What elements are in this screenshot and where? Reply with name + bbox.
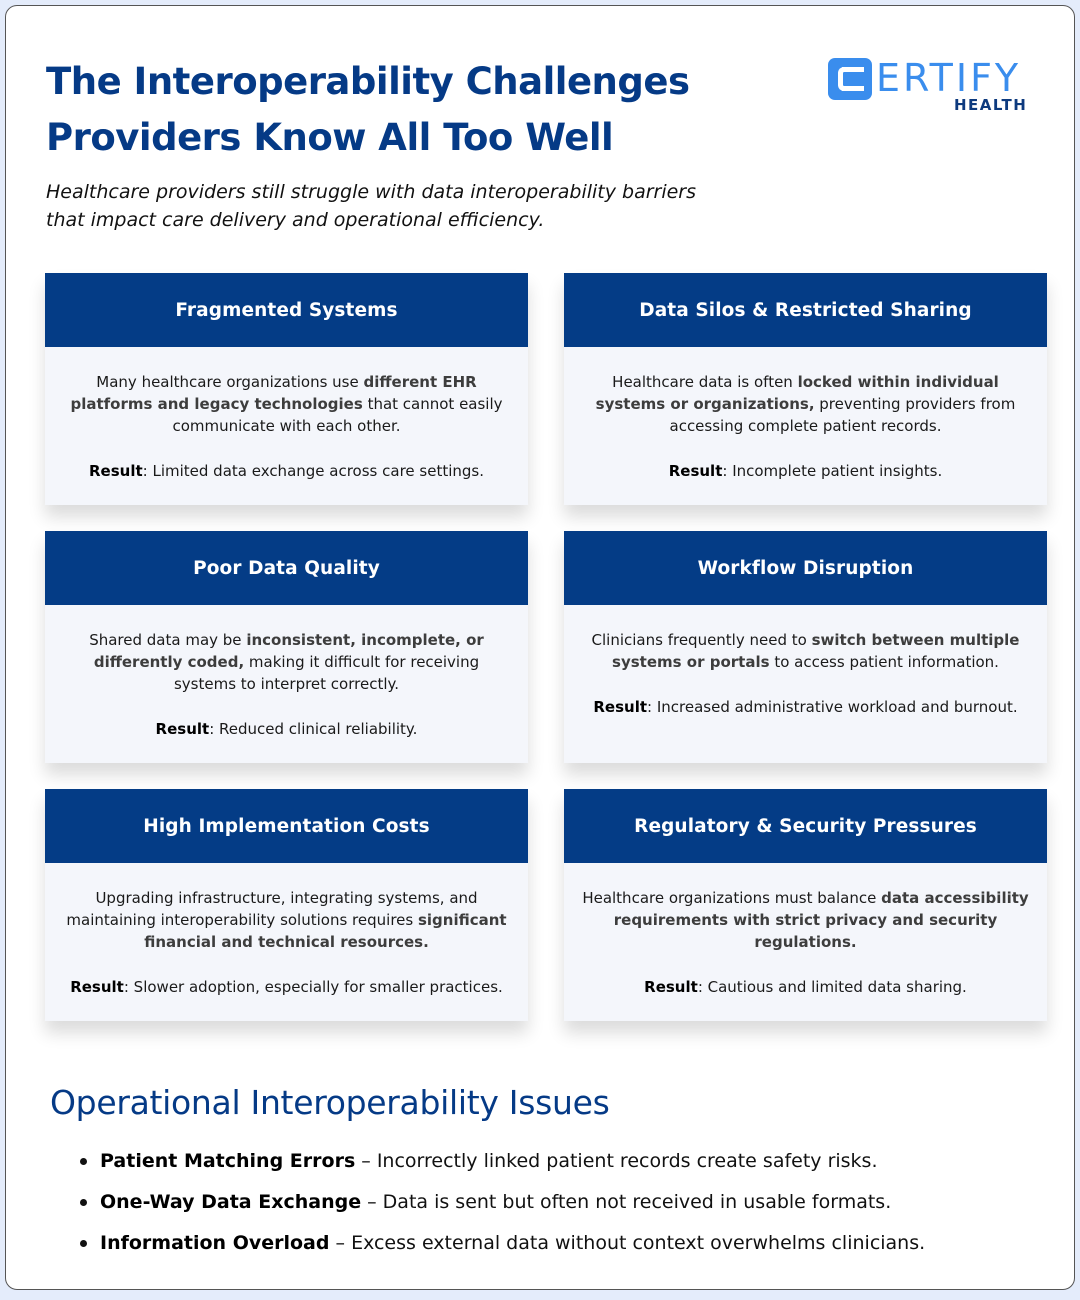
card-description: Healthcare data is often locked within individual systems or organizations, preventing providers from accessing complete patient records. [595, 373, 1016, 435]
card-body [564, 863, 1047, 998]
card-description: Clinicians frequently need to switch between multiple systems or portals to access patient information. [591, 631, 1020, 671]
card-result: Result: Cautious and limited data sharing. [644, 978, 967, 996]
c-letter-icon [828, 58, 872, 100]
list-item: One-Way Data Exchange – Data is sent but often not received in usable formats. [78, 1185, 925, 1219]
card-result: Result: Increased administrative workload and burnout. [593, 698, 1018, 716]
certify-health-logo [828, 58, 1048, 114]
card-title: Poor Data Quality [45, 531, 528, 605]
card-body [564, 347, 1047, 482]
challenge-card-workflow-disruption [564, 531, 1047, 763]
card-result: Result: Incomplete patient insights. [668, 462, 943, 480]
card-description: Shared data may be inconsistent, incomplete, or differently coded, making it difficult for receiving systems to interpret correctly. [89, 631, 484, 693]
card-title: Regulatory & Security Pressures [564, 789, 1047, 863]
logo-subtitle: HEALTH [954, 96, 1028, 114]
card-body [564, 605, 1047, 718]
list-item: Patient Matching Errors – Incorrectly linked patient records create safety risks. [78, 1144, 925, 1178]
challenge-card-regulatory-security [564, 789, 1047, 1021]
card-title: Data Silos & Restricted Sharing [564, 273, 1047, 347]
card-description: Healthcare organizations must balance data accessibility requirements with strict privacy and security regulations. [582, 889, 1029, 951]
title-line-1: The Interoperability Challenges [46, 60, 690, 103]
card-title: Fragmented Systems [45, 273, 528, 347]
card-body [45, 347, 528, 482]
card-body [45, 863, 528, 998]
operational-issues-heading: Operational Interoperability Issues [50, 1083, 610, 1122]
logo-wordmark: ERTIFY [876, 56, 1022, 100]
subtitle-line-1: Healthcare providers still struggle with data interoperability barriers [46, 181, 697, 203]
card-description: Many healthcare organizations use different EHR platforms and legacy technologies that cannot easily communicate with each other. [70, 373, 503, 435]
card-title: High Implementation Costs [45, 789, 528, 863]
card-title: Workflow Disruption [564, 531, 1047, 605]
title-line-2: Providers Know All Too Well [46, 116, 614, 159]
page-title [46, 54, 766, 166]
list-item: Information Overload – Excess external data without context overwhelms clinicians. [78, 1226, 925, 1260]
infographic-page [5, 5, 1075, 1290]
card-result: Result: Slower adoption, especially for smaller practices. [70, 978, 503, 996]
page-subtitle [46, 178, 806, 234]
subtitle-line-2: that impact care delivery and operational efficiency. [46, 209, 545, 231]
challenge-card-data-silos [564, 273, 1047, 505]
challenge-card-poor-data-quality [45, 531, 528, 763]
card-result: Result: Reduced clinical reliability. [155, 720, 418, 738]
challenge-card-high-implementation-costs [45, 789, 528, 1021]
card-result: Result: Limited data exchange across care settings. [89, 462, 484, 480]
card-description: Upgrading infrastructure, integrating systems, and maintaining interoperability solutions requires significant financial and technical resources. [66, 889, 507, 951]
operational-issues-list [78, 1144, 925, 1267]
challenge-card-fragmented-systems [45, 273, 528, 505]
card-body [45, 605, 528, 740]
